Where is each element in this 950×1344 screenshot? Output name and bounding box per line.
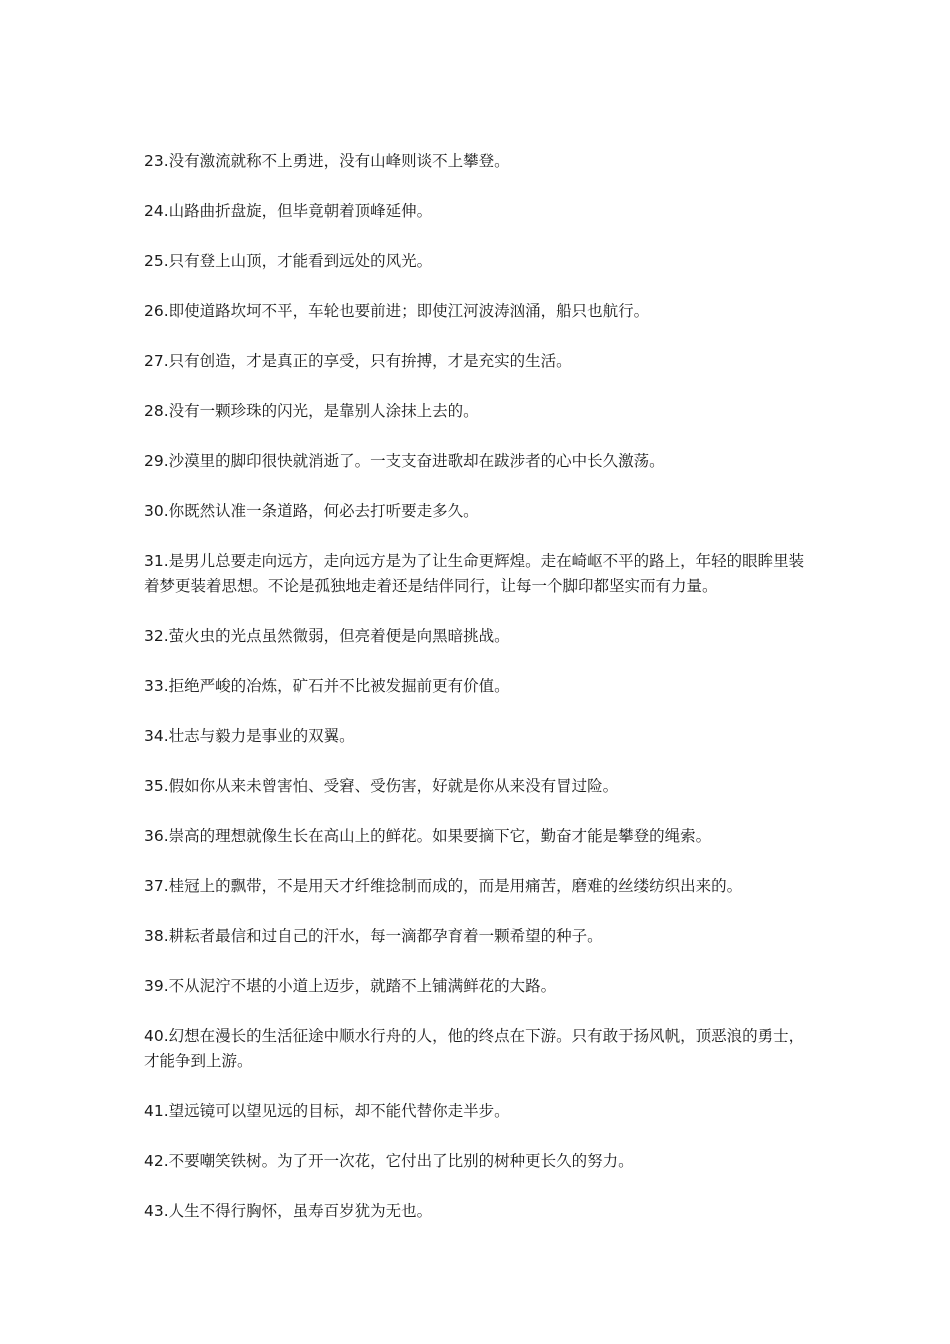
quote-paragraph-35: 35.假如你从来未曾害怕、受窘、受伤害，好就是你从来没有冒过险。 bbox=[144, 777, 619, 795]
quote-paragraph-43: 43.人生不得行胸怀，虽寿百岁犹为无也。 bbox=[144, 1202, 433, 1220]
quote-paragraph-38: 38.耕耘者最信和过自己的汗水，每一滴都孕育着一颗希望的种子。 bbox=[144, 927, 603, 945]
quote-paragraph-33: 33.拒绝严峻的冶炼，矿石并不比被发掘前更有价值。 bbox=[144, 677, 510, 695]
quote-paragraph-26: 26.即使道路坎坷不平，车轮也要前进；即使江河波涛汹涌，船只也航行。 bbox=[144, 302, 650, 320]
quote-paragraph-37: 37.桂冠上的飘带，不是用天才纤维捻制而成的，而是用痛苦，磨难的丝缕纺织出来的。 bbox=[144, 877, 743, 895]
quote-paragraph-34: 34.壮志与毅力是事业的双翼。 bbox=[144, 727, 355, 745]
quote-paragraph-39: 39.不从泥泞不堪的小道上迈步，就踏不上铺满鲜花的大路。 bbox=[144, 977, 557, 995]
document-body bbox=[144, 149, 814, 1249]
quote-paragraph-32: 32.萤火虫的光点虽然微弱，但亮着便是向黑暗挑战。 bbox=[144, 627, 510, 645]
quote-paragraph-25: 25.只有登上山顶，才能看到远处的风光。 bbox=[144, 252, 433, 270]
quote-paragraph-23: 23.没有激流就称不上勇进，没有山峰则谈不上攀登。 bbox=[144, 152, 510, 170]
quote-paragraph-24: 24.山路曲折盘旋，但毕竟朝着顶峰延伸。 bbox=[144, 202, 433, 220]
quote-paragraph-31: 31.是男儿总要走向远方，走向远方是为了让生命更辉煌。走在崎岖不平的路上，年轻的眼眸里装着梦更装着思想。不论是孤独地走着还是结伴同行，让每一个脚印都坚实而有力量。 bbox=[144, 552, 805, 595]
quote-paragraph-40: 40.幻想在漫长的生活征途中顺水行舟的人，他的终点在下游。只有敢于扬风帆，顶恶浪的勇士，才能争到上游。 bbox=[144, 1027, 805, 1070]
quote-paragraph-29: 29.沙漠里的脚印很快就消逝了。一支支奋进歌却在跋涉者的心中长久激荡。 bbox=[144, 452, 665, 470]
quote-paragraph-30: 30.你既然认准一条道路，何必去打听要走多久。 bbox=[144, 502, 479, 520]
quote-paragraph-36: 36.崇高的理想就像生长在高山上的鲜花。如果要摘下它，勤奋才能是攀登的绳索。 bbox=[144, 827, 712, 845]
quote-paragraph-28: 28.没有一颗珍珠的闪光，是靠别人涂抹上去的。 bbox=[144, 402, 479, 420]
quote-paragraph-27: 27.只有创造，才是真正的享受，只有拚搏，才是充实的生活。 bbox=[144, 352, 572, 370]
quote-paragraph-42: 42.不要嘲笑铁树。为了开一次花，它付出了比别的树种更长久的努力。 bbox=[144, 1152, 634, 1170]
quote-paragraph-41: 41.望远镜可以望见远的目标，却不能代替你走半步。 bbox=[144, 1102, 510, 1120]
